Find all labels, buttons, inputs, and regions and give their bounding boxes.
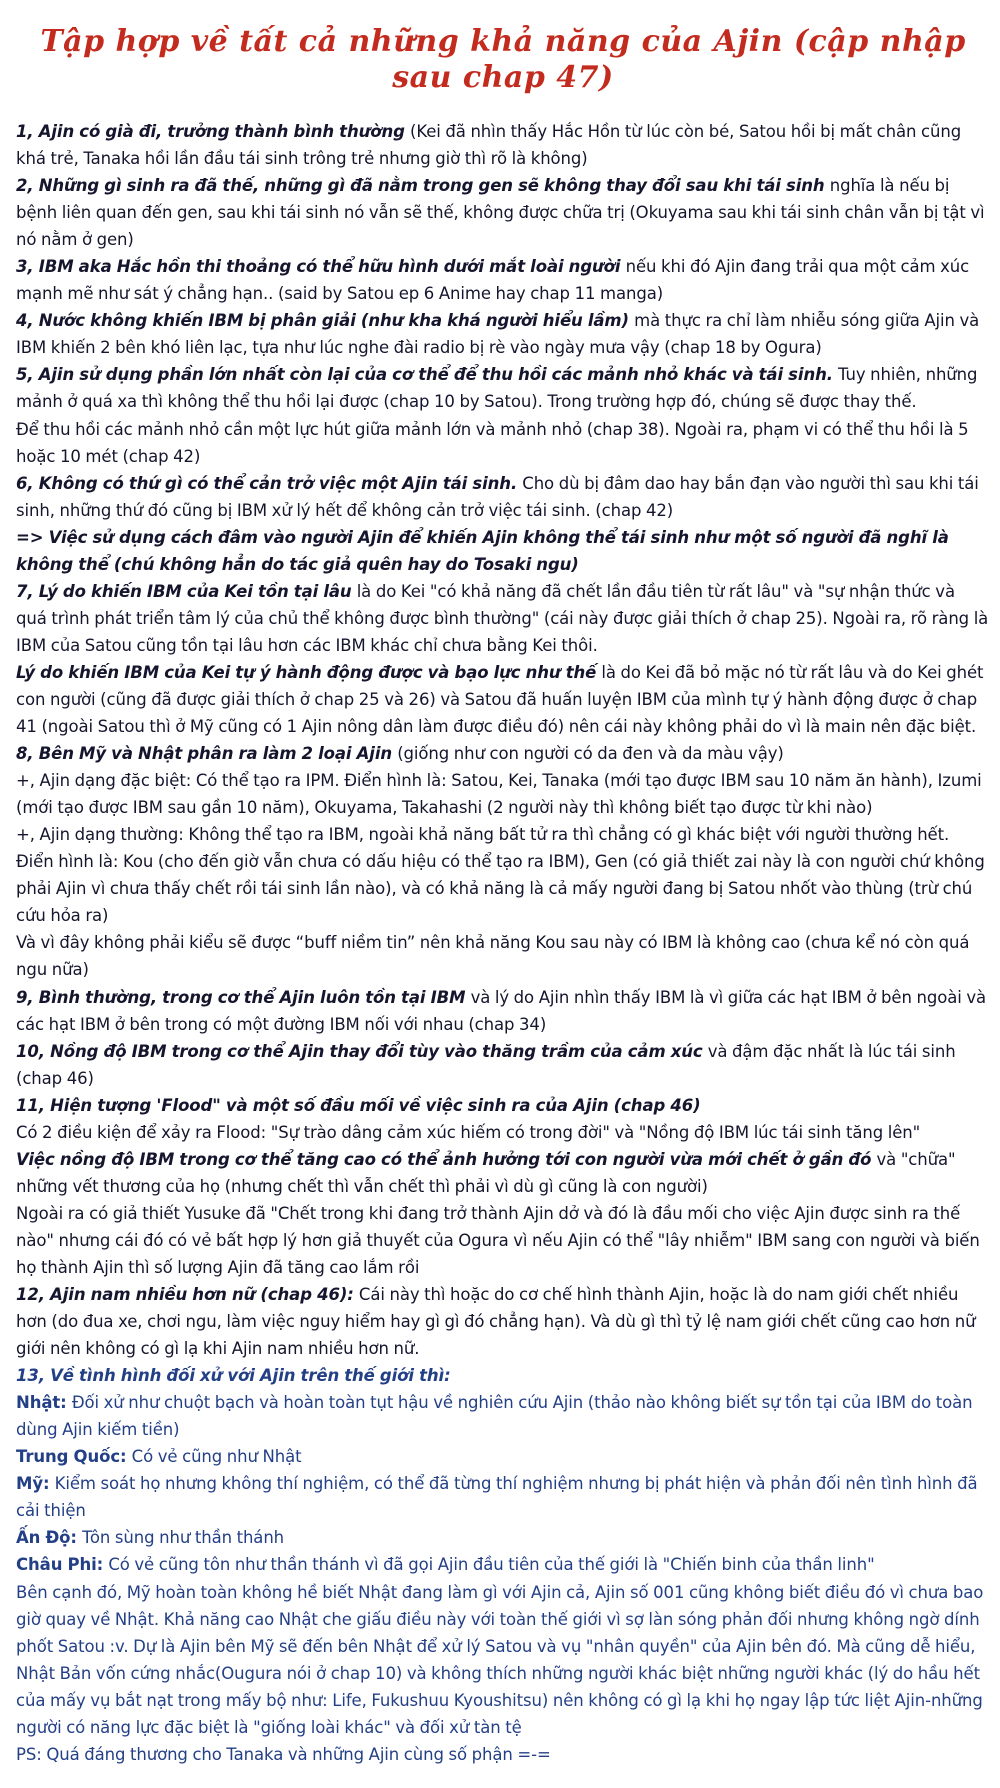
text-segment: Nhật: xyxy=(16,1393,72,1413)
paragraph xyxy=(16,1362,990,1389)
text-segment: PS: Quá đáng thương cho Tanaka và những Ajin cùng số phận =-= xyxy=(16,1744,551,1764)
paragraph xyxy=(16,1470,990,1524)
document-body xyxy=(16,118,990,1768)
paragraph xyxy=(16,1146,990,1200)
paragraph xyxy=(16,1741,990,1768)
paragraph xyxy=(16,1281,990,1362)
text-segment: và lý do Ajin nhìn thấy IBM là vì giữa các hạt IBM ở bên ngoài và các hạt IBM ở bên trong có một đường IBM nối với nhau (chap 34) xyxy=(16,987,987,1034)
paragraph xyxy=(16,659,990,740)
text-segment: Cái này thì hoặc do cơ chế hình thành Ajin, hoặc là do nam giới chết nhiều hơn (do đua xe, chơi ngu, làm việc nguy hiểm hay gì gì đó chẳng hạn). Và dù gì thì tỷ lệ nam giới chết cũng cao hơn nữ giới nên không có gì lạ khi Ajin nam nhiều hơn nữ. xyxy=(16,1285,976,1359)
text-segment: Bên cạnh đó, Mỹ hoàn toàn không hề biết Nhật đang làm gì với Ajin cả, Ajin số 001 cũng không biết điều đó vì chưa bao giờ quay về Nhật. Khả năng cao Nhật che giấu điều này với toàn thế giới vì sợ làn sóng phản đối nhưng không ngờ dính phốt Satou :v. Dự là Ajin bên Mỹ sẽ đến bên Nhật để xử lý Satou và vụ "nhân quyền" của Ajin bên đó. Mà cũng dễ hiểu, Nhật Bản vốn cứng nhắc(Ougura nói ở chap 10) và không thích những người khác biệt những người khác (lý do hầu hết của mấy vụ bắt nạt trong mấy bộ như: Life, Fukushuu Kyoushitsu) nên không có gì lạ khi họ ngay lập tức liệt Ajin-những người có năng lực đặc biệt là "giống loài khác" và đối xử tàn tệ xyxy=(16,1582,984,1737)
text-segment: là do Kei "có khả năng đã chết lần đầu tiên từ rất lâu" và "sự nhận thức và quá trình phát triển tâm lý của chủ thể không được bình thường" (cái này được giải thích ở chap 25). Ngoài ra, rõ ràng là IBM của Satou cũng tồn tại lâu hơn các IBM khác chỉ chưa bằng Kei thôi. xyxy=(16,581,989,655)
text-segment: Trung Quốc: xyxy=(16,1447,132,1467)
text-segment: 8, Bên Mỹ và Nhật phân ra làm 2 loại Ajin xyxy=(16,744,398,764)
text-segment: Có vẻ cũng tôn như thần thánh vì đã gọi Ajin đầu tiên của thế giới là "Chiến binh của thần linh" xyxy=(108,1555,875,1575)
paragraph xyxy=(16,1389,990,1443)
text-segment: => Việc sử dụng cách đâm vào người Ajin để khiến Ajin không thể tái sinh như một số người đã nghĩ là không thể (chú không hẳn do tác giả quên hay do Tosaki ngu) xyxy=(16,527,949,574)
text-segment: Việc nồng độ IBM trong cơ thể tăng cao có thể ảnh hưởng tới con người vừa mới chết ở gần đó xyxy=(16,1149,877,1169)
text-segment: Có vẻ cũng như Nhật xyxy=(131,1447,302,1467)
text-segment: Ấn Độ: xyxy=(16,1528,83,1548)
text-segment: và "chữa" những vết thương của họ (nhưng chết thì vẫn chết thì phải vì dù gì cũng là con người) xyxy=(16,1149,956,1196)
paragraph xyxy=(16,172,990,253)
paragraph xyxy=(16,1443,990,1470)
paragraph xyxy=(16,1551,990,1578)
text-segment: 5, Ajin sử dụng phần lớn nhất còn lại của cơ thể để thu hồi các mảnh nhỏ khác và tái sinh. xyxy=(16,365,839,385)
text-segment: 7, Lý do khiến IBM của Kei tồn tại lâu xyxy=(16,581,357,601)
paragraph xyxy=(16,307,990,361)
paragraph xyxy=(16,1038,990,1092)
paragraph xyxy=(16,253,990,307)
text-segment: 4, Nước không khiến IBM bị phân giải (như kha khá người hiểu lầm) xyxy=(16,311,635,331)
text-segment: nếu khi đó Ajin đang trải qua một cảm xúc mạnh mẽ như sát ý chẳng hạn.. (said by Satou ep 6 Anime hay chap 11 manga) xyxy=(16,257,970,304)
paragraph xyxy=(16,578,990,659)
text-segment: (Kei đã nhìn thấy Hắc Hồn từ lúc còn bé, Satou hồi bị mất chân cũng khá trẻ, Tanaka hồi lần đầu tái sinh trông trẻ nhưng giờ thì rõ là không) xyxy=(16,122,962,169)
paragraph xyxy=(16,1579,990,1741)
text-segment: +, Ajin dạng thường: Không thể tạo ra IBM, ngoài khả năng bất tử ra thì chẳng có gì khác biệt với người thường hết. Điển hình là: Kou (cho đến giờ vẫn chưa có dấu hiệu có thể tạo ra IBM), Gen (có giả thiết zai này là con người chứ không phải Ajin vì chưa thấy chết rồi tái sinh lần nào), và có khả năng là cả mấy người đang bị Satou nhốt vào thùng (trừ chú cứu hỏa ra) xyxy=(16,825,985,926)
text-segment: là do Kei đã bỏ mặc nó từ rất lâu và do Kei ghét con người (cũng đã được giải thích ở chap 25 và 26) và Satou đã huấn luyện IBM của mình tự ý hành động được ở chap 41 (ngoài Satou thì ở Mỹ cũng có 1 Ajin nông dân làm được điều đó) nên cái này không phải do vì là main nên đặc biệt. xyxy=(16,662,984,737)
paragraph xyxy=(16,821,990,929)
text-segment: Cho dù bị đâm dao hay bắn đạn vào người thì sau khi tái sinh, những thứ đó cũng bị IBM xử lý hết để không cản trở việc tái sinh. (chap 42) xyxy=(16,473,979,520)
text-segment: Kiểm soát họ nhưng không thí nghiệm, có thể đã từng thí nghiệm nhưng bị phát hiện và phản đối nên tình hình đã cải thiện xyxy=(16,1474,978,1521)
paragraph xyxy=(16,1092,990,1119)
text-segment: Tôn sùng như thần thánh xyxy=(82,1528,285,1548)
text-segment: Châu Phi: xyxy=(16,1555,109,1575)
text-segment: Lý do khiến IBM của Kei tự ý hành động được và bạo lực như thế xyxy=(16,662,602,682)
text-segment: 2, Những gì sinh ra đã thế, những gì đã nằm trong gen sẽ không thay đổi sau khi tái sinh xyxy=(16,176,830,196)
text-segment: nghĩa là nếu bị bệnh liên quan đến gen, sau khi tái sinh nó vẫn sẽ thế, không được chữa trị (Okuyama sau khi tái sinh chân vẫn bị tật vì nó nằm ở gen) xyxy=(16,176,985,250)
text-segment: Có 2 điều kiện để xảy ra Flood: "Sự trào dâng cảm xúc hiếm có trong đời" và "Nồng độ IBM lúc tái sinh tăng lên" xyxy=(16,1122,921,1142)
text-segment: 3, IBM aka Hắc hồn thi thoảng có thể hữu hình dưới mắt loài người xyxy=(16,257,626,277)
text-segment: Tuy nhiên, những mảnh ở quá xa thì không thể thu hồi lại được (chap 10 by Satou). Trong trường hợp đó, chúng sẽ được thay thế. xyxy=(16,365,978,412)
paragraph xyxy=(16,740,990,767)
paragraph xyxy=(16,767,990,821)
text-segment: Ngoài ra có giả thiết Yusuke đã "Chết trong khi đang trở thành Ajin dở và đó là đầu mối cho việc Ajin được sinh ra thế nào" nhưng cái đó có vẻ bất hợp lý hơn giả thuyết của Ogura vì nếu Ajin có thể "lây nhiễm" IBM sang con người và biến họ thành Ajin thì số lượng Ajin đã tăng cao lắm rồi xyxy=(16,1203,980,1277)
text-segment: 10, Nồng độ IBM trong cơ thể Ajin thay đổi tùy vào thăng trầm của cảm xúc xyxy=(16,1041,708,1061)
text-segment: Và vì đây không phải kiểu sẽ được “buff niềm tin” nên khả năng Kou sau này có IBM là không cao (chưa kể nó còn quá ngu nữa) xyxy=(16,933,970,980)
text-segment: 13, Về tình hình đối xử với Ajin trên thế giới thì: xyxy=(16,1366,451,1386)
text-segment: (giống như con người có da đen và da màu vậy) xyxy=(397,744,784,764)
text-segment: +, Ajin dạng đặc biệt: Có thể tạo ra IPM. Điển hình là: Satou, Kei, Tanaka (mới tạo được IBM sau 10 năm ăn hành), Izumi (mới tạo được IBM sau gần 10 năm), Okuyama, Takahashi (2 người này thì không biết tạo được từ khi nào) xyxy=(16,771,982,818)
text-segment: mà thực ra chỉ làm nhiễu sóng giữa Ajin và IBM khiến 2 bên khó liên lạc, tựa như lúc nghe đài radio bị rè vào ngày mưa vậy (chap 18 by Ogura) xyxy=(16,311,980,358)
paragraph xyxy=(16,416,990,470)
paragraph xyxy=(16,361,990,415)
paragraph xyxy=(16,1524,990,1551)
text-segment: 9, Bình thường, trong cơ thể Ajin luôn tồn tại IBM xyxy=(16,987,471,1007)
paragraph xyxy=(16,470,990,524)
text-segment: 1, Ajin có già đi, trưởng thành bình thường xyxy=(16,122,410,141)
paragraph xyxy=(16,929,990,983)
text-segment: Mỹ: xyxy=(16,1474,55,1494)
page-title: Tập hợp về tất cả những khả năng của Ajin (cập nhập sau chap 47) xyxy=(40,24,966,95)
paragraph xyxy=(16,118,990,172)
text-segment: và đậm đặc nhất là lúc tái sinh (chap 46) xyxy=(16,1041,956,1088)
text-segment: 11, Hiện tượng 'Flood" và một số đầu mối về việc sinh ra của Ajin (chap 46) xyxy=(16,1095,701,1115)
paragraph xyxy=(16,524,990,578)
text-segment: Để thu hồi các mảnh nhỏ cần một lực hút giữa mảnh lớn và mảnh nhỏ (chap 38). Ngoài ra, phạm vi có thể thu hồi là 5 hoặc 10 mét (chap 42) xyxy=(16,419,969,466)
paragraph xyxy=(16,1200,990,1281)
text-segment: 12, Ajin nam nhiều hơn nữ (chap 46): xyxy=(16,1285,359,1305)
paragraph xyxy=(16,984,990,1038)
text-segment: Đối xử như chuột bạch và hoàn toàn tụt hậu về nghiên cứu Ajin (thảo nào không biết sự tồn tại của IBM do toàn dùng Ajin kiếm tiền) xyxy=(16,1393,973,1440)
paragraph xyxy=(16,1119,990,1146)
text-segment: 6, Không có thứ gì có thể cản trở việc một Ajin tái sinh. xyxy=(16,473,523,493)
